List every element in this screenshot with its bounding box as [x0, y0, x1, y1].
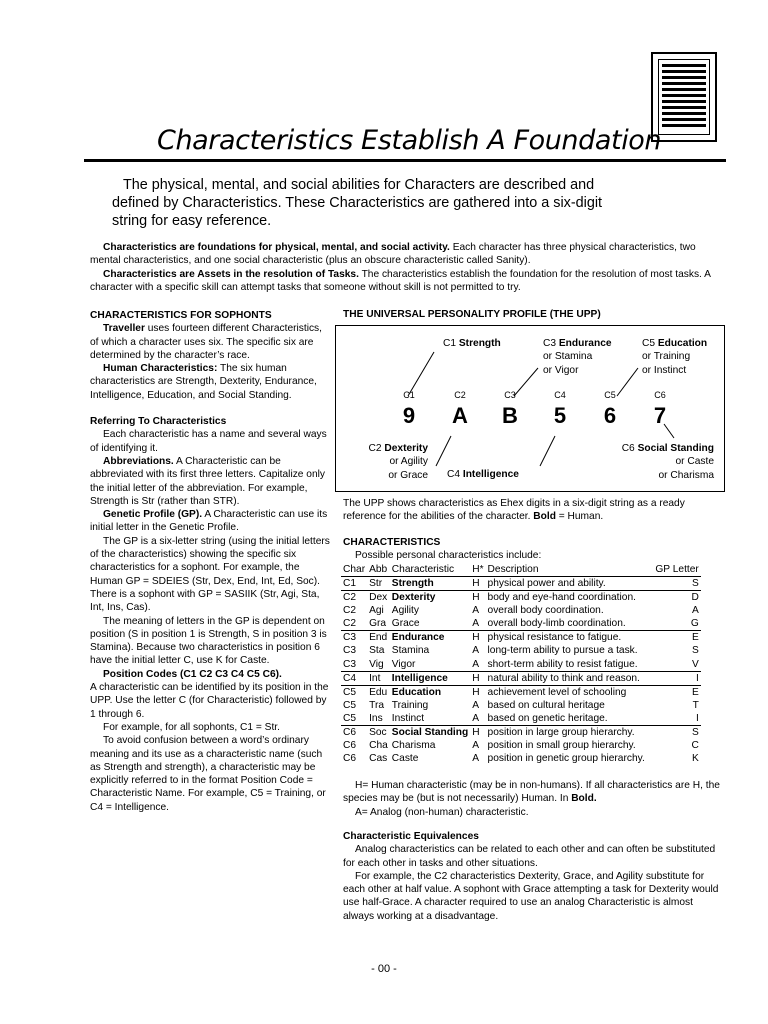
table-row: [341, 685, 701, 699]
c6-alt1: or Caste: [675, 456, 714, 468]
equivalences-section: [343, 830, 723, 923]
table-header-row: [341, 563, 701, 577]
cell-char: C2: [341, 591, 367, 605]
gp2-para: The GP is a six-letter string (using the initial letters of the characteristics) showing the specific six characteristics for a sophont. For example, the Human GP = SDEIES (Str, Dex, End, Int, Ed, Soc). There is a sophont with GP = SASIIK (Str, Agi, Sta, Int, Ins, Cas).: [90, 535, 330, 614]
table-row: [341, 752, 701, 765]
cell-h: H: [470, 671, 485, 685]
cell-char: C4: [341, 671, 367, 685]
digit-c5: 6: [603, 403, 617, 428]
cell-gp-letter: D: [647, 591, 701, 605]
cell-characteristic: Instinct: [391, 712, 425, 724]
caption-bold: Bold: [533, 511, 556, 523]
note-a: A= Analog (non-human) characteristic.: [355, 806, 529, 818]
cell-h: A: [472, 618, 480, 630]
characteristics-intro-text: Possible personal characteristics include:: [355, 550, 542, 562]
characteristics-intro: [343, 536, 723, 563]
c5-connector: [617, 368, 638, 396]
cell-h: A: [472, 740, 480, 752]
cell-gp-letter: K: [692, 753, 699, 765]
cell-abb: Vig: [369, 658, 384, 670]
cell-characteristic: Intelligence: [390, 671, 470, 685]
c2-alt1: or Agility: [389, 456, 428, 468]
upp-diagram: [335, 325, 725, 492]
c4-label: [447, 468, 519, 481]
cell-characteristic: Stamina: [391, 645, 430, 657]
cell-gp-letter: S: [647, 726, 701, 740]
cell-abb: Cas: [369, 753, 388, 765]
c6-label: [606, 442, 714, 482]
digit-c1: 9: [402, 403, 416, 428]
cell-characteristic: Social Standing: [391, 727, 469, 739]
cell-char: C5: [343, 712, 357, 724]
cell-description: body and eye-hand coordination.: [486, 591, 647, 605]
cell-characteristic: Agility: [391, 605, 419, 617]
c6-alt2: or Charisma: [658, 469, 714, 481]
table-row: [341, 591, 701, 605]
cell-char: C3: [343, 658, 357, 670]
cell-h: A: [472, 645, 480, 657]
cell-characteristic: Grace: [391, 618, 420, 630]
cell-description: long-term ability to pursue a task.: [487, 645, 638, 657]
para2-text: The characteristics establish the foundation for the resolution of most tasks. A character with a specific skill can attempt tasks that someone without skill is not permitted to try.: [90, 268, 711, 293]
cell-gp-letter: E: [647, 685, 701, 699]
cell-characteristic: Education: [390, 685, 470, 699]
cell-description: based on cultural heritage: [487, 699, 605, 711]
cell-characteristic: Dexterity: [390, 591, 470, 605]
caption-text: The UPP shows characteristics as Ehex digits in a six-digit string as a ready reference for the abilities of the character.: [343, 498, 685, 523]
note-h-text: H= Human characteristic (may be in non-humans). If all characteristics are H, the species may be (but is not necessarily) Human. In: [343, 780, 720, 805]
c1-name: Strength: [458, 338, 501, 349]
pos-heading-para: [90, 668, 330, 681]
table-row: [341, 658, 701, 672]
caption-end: = Human.: [555, 511, 604, 523]
c2-alt2: or Grace: [388, 469, 428, 481]
cell-h: H: [470, 726, 485, 740]
digit-c3: B: [502, 403, 518, 428]
cell-h: H: [470, 631, 485, 645]
para2-bold: Characteristics are Assets in the resolution of Tasks.: [103, 268, 359, 280]
c3-code: C3: [543, 338, 557, 349]
cell-abb: End: [367, 631, 390, 645]
left-column: [90, 309, 330, 814]
equivalences-heading: Characteristic Equivalences: [343, 831, 479, 842]
table-body: [341, 577, 701, 766]
cell-abb: Int: [367, 671, 390, 685]
digit-c4: 5: [553, 403, 567, 428]
foundation-paragraphs: [90, 241, 718, 294]
c5-alt1: or Training: [642, 351, 691, 363]
cell-char: C6: [343, 740, 357, 752]
cell-h: A: [472, 699, 480, 711]
cell-description: achievement level of schooling: [486, 685, 647, 699]
table-row: [341, 726, 701, 740]
cell-gp-letter: C: [691, 740, 699, 752]
cell-h: H: [472, 578, 480, 589]
cell-description: position in large group hierarchy.: [486, 726, 647, 740]
c4-code: C4: [447, 469, 461, 480]
confusion-para: To avoid confusion between a word’s ordinary meaning and its use as a characteristic name (such as Strength and strength), a characteristic may be explicitly referred to in the format Position Code = Characteristic Name. For example, C5 = Training, or C4 = Intelligence.: [90, 735, 326, 813]
title-rule: [84, 159, 726, 162]
c3-alt2: or Vigor: [543, 364, 579, 376]
characteristics-heading: CHARACTERISTICS: [343, 537, 441, 548]
cell-characteristic: Endurance: [390, 631, 470, 645]
table-row: [341, 644, 701, 657]
cell-gp-letter: I: [695, 712, 699, 724]
c6-name: Social Standing: [637, 443, 714, 454]
cell-h: A: [472, 712, 480, 724]
gp-para: [90, 508, 330, 535]
c2-label: [362, 442, 428, 482]
pos2-para: For example, for all sophonts, C1 = Str.: [103, 721, 280, 733]
cell-abb: Str: [369, 578, 383, 589]
cell-characteristic: Caste: [391, 753, 419, 765]
human-bold: Human Characteristics:: [103, 363, 218, 375]
referring-heading: Referring To Characteristics: [90, 416, 227, 428]
cell-h: A: [472, 753, 480, 765]
para1-text: Each character has three physical characteristics, two mental characteristics, and one social characteristic (plus an obscure characteristic called Sanity).: [90, 242, 696, 267]
cell-abb: Agi: [369, 605, 384, 617]
c5-name: Education: [657, 338, 708, 349]
cell-characteristic: Strength: [391, 578, 434, 589]
c4-connector: [540, 436, 555, 466]
c5-label: [642, 337, 707, 377]
cell-abb: Ins: [369, 712, 383, 724]
cell-char: C2: [343, 618, 357, 630]
traveller-bold: Traveller: [103, 323, 145, 335]
c3-alt1: or Stamina: [543, 351, 593, 363]
c2-name: Dexterity: [384, 443, 428, 454]
table-row: [341, 699, 701, 712]
position-c6: C6: [654, 390, 666, 400]
table-row: [341, 577, 701, 591]
sophonts-heading: CHARACTERISTICS FOR SOPHONTS: [90, 310, 272, 321]
cell-gp-letter: S: [692, 578, 699, 589]
cell-gp-letter: G: [690, 618, 699, 630]
c5-code: C5: [642, 338, 656, 349]
icon-lines: [662, 64, 706, 130]
page-title: Characteristics Establish A Foundation: [157, 125, 662, 156]
cell-characteristic: Charisma: [391, 740, 436, 752]
cell-abb: Cha: [369, 740, 388, 752]
cell-description: overall body coordination.: [487, 605, 604, 617]
cell-description: based on genetic heritage.: [487, 712, 608, 724]
cell-gp-letter: E: [647, 631, 701, 645]
c1-label: [443, 337, 501, 350]
table-row: [341, 617, 701, 631]
table-row: [341, 631, 701, 645]
page-number: - 00 -: [371, 963, 397, 975]
ref-para: Each characteristic has a name and several ways of identifying it.: [90, 429, 327, 454]
cell-char: C2: [343, 605, 357, 617]
cell-h: A: [472, 658, 480, 670]
para2: [90, 268, 718, 295]
gp-text: A Characteristic can use its initial letter in the Genetic Profile.: [90, 509, 328, 534]
pos-para: A characteristic can be identified by its position in the UPP. Use the letter C (for Characteristic) followed by 1 through 6.: [90, 682, 329, 720]
c2-code: C2: [368, 443, 382, 454]
cell-description: natural ability to think and reason.: [486, 671, 647, 685]
cell-description: physical resistance to fatigue.: [486, 631, 647, 645]
upp-caption-text: [343, 497, 723, 524]
position-c5: C5: [604, 390, 616, 400]
traveller-text: uses fourteen different Characteristics, of which a character uses six. The specific six are determined by the character’s race.: [90, 323, 322, 361]
characteristics-table: [341, 563, 701, 765]
cell-abb: Gra: [369, 618, 387, 630]
table-notes: [343, 779, 723, 819]
cell-char: C3: [341, 631, 367, 645]
cell-abb: Sta: [369, 645, 385, 657]
intro-paragraph: [112, 176, 632, 230]
c4-name: Intelligence: [462, 469, 519, 480]
c5-alt2: or Instinct: [642, 364, 687, 376]
header-characteristic: Characteristic: [390, 563, 470, 577]
position-c1: C1: [403, 390, 415, 400]
cell-char: C1: [343, 578, 357, 589]
pos-bold: Position Codes (C1 C2 C3 C4 C5 C6).: [103, 668, 282, 680]
c2-connector: [436, 436, 451, 466]
table-row: [341, 604, 701, 617]
upp-caption: [343, 497, 723, 524]
table-row: [341, 671, 701, 685]
cell-abb: Edu: [367, 685, 390, 699]
cell-abb: Soc: [367, 726, 390, 740]
cell-characteristic: Training: [391, 699, 429, 711]
cell-abb: Tra: [369, 699, 384, 711]
header-h: H*: [472, 564, 484, 575]
digit-c2: A: [452, 403, 468, 428]
cell-gp-letter: A: [692, 605, 699, 617]
cell-abb: Dex: [367, 591, 390, 605]
position-c2: C2: [454, 390, 466, 400]
cell-gp-letter: T: [692, 699, 699, 711]
abbr-bold: Abbreviations.: [103, 455, 174, 467]
note-h: [343, 779, 723, 806]
abbr-para: [90, 455, 330, 508]
c3-name: Endurance: [558, 338, 612, 349]
equivalences-p2: For example, the C2 characteristics Dexterity, Grace, and Agility substitute for each other at half value. A sophont with Grace attempting a task for Dexterity would use half-Grace. A character required to use an analog Characteristic is almost always working at a disadvantage.: [343, 870, 719, 922]
position-c3: C3: [504, 390, 516, 400]
cell-gp-letter: S: [692, 645, 699, 657]
position-c4: C4: [554, 390, 566, 400]
human-para: [90, 362, 330, 402]
gp3-para: The meaning of letters in the GP is dependent on position (S in position 1 is Strength, S in position 3 is Stamina). Because two characteristics in position 6 have the initial letter C, use K for Caste.: [90, 615, 327, 667]
traveller-para: [90, 322, 330, 362]
header-abb: Abb: [367, 563, 390, 577]
spacer: [90, 402, 330, 415]
abbr-text: A Characteristic can be abbreviated with its first three letters. Capitalize only the initial letter of the abbreviation. For example, Strength is Str (rather than STR).: [90, 455, 325, 507]
para1-bold: Characteristics are foundations for physical, mental, and social activity.: [103, 242, 450, 253]
cell-h: A: [472, 605, 480, 617]
cell-char: C5: [341, 685, 367, 699]
cell-characteristic: Vigor: [391, 658, 416, 670]
upp-heading: THE UNIVERSAL PERSONALITY PROFILE (THE UPP): [343, 309, 601, 320]
header-description: Description: [486, 563, 647, 577]
cell-h: H: [470, 685, 485, 699]
cell-description: position in genetic group hierarchy.: [487, 753, 645, 765]
c3-label: [543, 337, 612, 377]
header-gp-letter: GP Letter: [647, 563, 701, 577]
human-text: The six human characteristics are Strength, Dexterity, Endurance, Intelligence, Education, and Social Standing.: [90, 363, 317, 401]
table-row: [341, 739, 701, 752]
gp-bold: Genetic Profile (GP).: [103, 509, 203, 521]
cell-description: short-term ability to resist fatigue.: [487, 658, 638, 670]
cell-gp-letter: I: [647, 671, 701, 685]
cell-char: C3: [343, 645, 357, 657]
table-row: [341, 712, 701, 726]
intro-text: The physical, mental, and social abilities for Characters are described and defined by Characteristics. These Characteristics are gathered into a six-digit string for easy reference.: [112, 177, 603, 229]
cell-description: physical power and ability.: [487, 578, 606, 589]
c1-code: C1: [443, 338, 457, 349]
cell-char: C5: [343, 699, 357, 711]
note-h-bold: Bold.: [571, 793, 597, 805]
cell-h: H: [470, 591, 485, 605]
cell-description: position in small group hierarchy.: [487, 740, 636, 752]
cell-char: C6: [341, 726, 367, 740]
equivalences-p1: Analog characteristics can be related to each other and can often be substituted for each other in tasks and other situations.: [343, 844, 716, 869]
cell-description: overall body-limb coordination.: [487, 618, 626, 630]
header-char: Char: [343, 564, 366, 575]
c6-code: C6: [621, 443, 635, 454]
digit-c6: 7: [653, 403, 667, 428]
para1: [90, 241, 718, 268]
cell-char: C6: [343, 753, 357, 765]
cell-gp-letter: V: [692, 658, 699, 670]
